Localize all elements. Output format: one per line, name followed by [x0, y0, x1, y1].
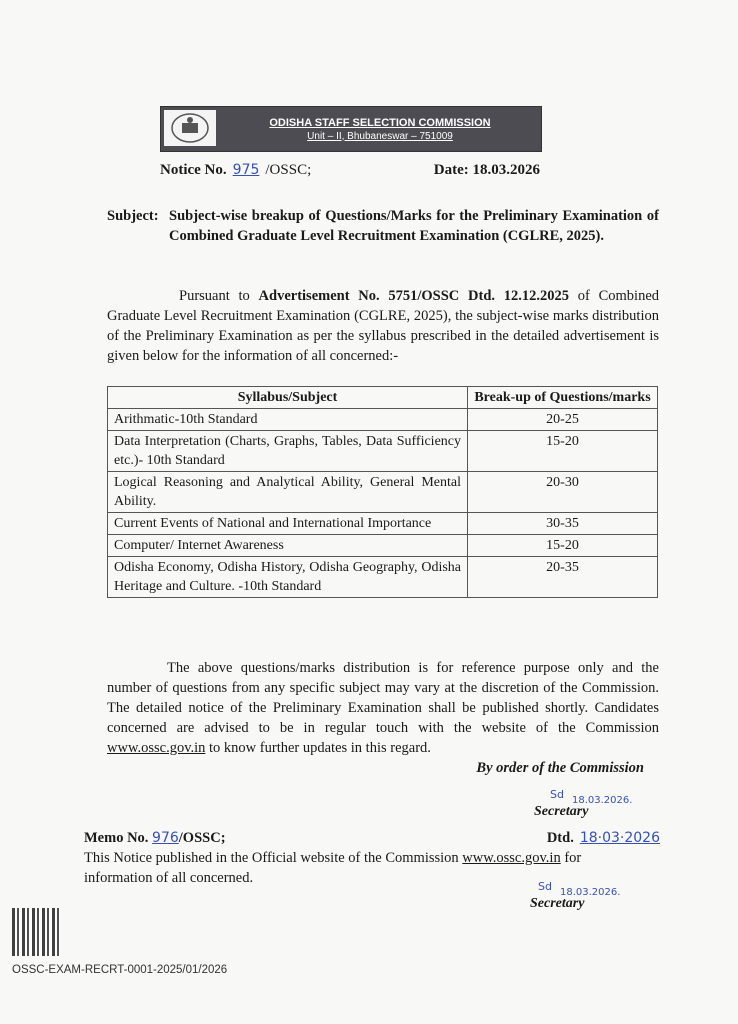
memo-website-link[interactable]: www.ossc.gov.in	[462, 850, 561, 866]
signature-date: 18.03.2026.	[572, 795, 633, 806]
table-row	[108, 557, 658, 598]
table-row	[108, 513, 658, 535]
notice-suffix: /OSSC;	[265, 162, 312, 178]
subject-block	[107, 206, 659, 246]
intro-suffix: of Combined Graduate Level Recruitment Examination (CGLRE, 2025), the subject-wise marks distribution of the Preliminary Examination as per the syllabus prescribed in the detailed advertisement is given below for the information of all concerned:-	[107, 288, 660, 364]
subject-cell: Odisha Economy, Odisha History, Odisha Geography, Odisha Heritage and Culture. -10th Standard	[108, 557, 468, 598]
closing-text: The above questions/marks distribution is for reference purpose only and the number of questions from any specific subject may vary at the discretion of the Commission. The detailed notice of the Preliminary Examination shall be published shortly. Candidates concerned are advised to be in regular touch with the website of the Commission	[107, 660, 659, 736]
marks-cell: 20-35	[468, 557, 658, 598]
reference-number: OSSC-EXAM-RECRT-0001-2025/01/2026	[12, 964, 228, 976]
signature-date: 18.03.2026.	[560, 887, 621, 898]
column-header-marks: Break-up of Questions/marks	[468, 387, 658, 409]
org-address: Unit – II, Bhubaneswar – 751009	[307, 130, 453, 142]
marks-cell: 30-35	[468, 513, 658, 535]
intro-paragraph	[107, 286, 659, 366]
subject-cell: Data Interpretation (Charts, Graphs, Tables, Data Sufficiency etc.)- 10th Standard	[108, 431, 468, 472]
memo-text-end: for information of all concerned.	[84, 850, 582, 886]
marks-cell: 20-30	[468, 472, 658, 513]
closing-paragraph	[107, 658, 659, 758]
table-row	[108, 472, 658, 513]
signature-initials: Sd	[538, 880, 552, 893]
notice-label: Notice No.	[160, 162, 227, 178]
advertisement-ref: Advertisement No. 5751/OSSC Dtd. 12.12.2025	[258, 288, 570, 304]
intro-prefix: Pursuant to	[179, 288, 259, 304]
notice-number: 975	[232, 162, 260, 178]
subject-cell: Logical Reasoning and Analytical Ability, General Mental Ability.	[108, 472, 468, 513]
signature-title: Secretary	[534, 804, 589, 819]
subject-cell: Current Events of National and International Importance	[108, 513, 468, 535]
subject-cell: Arithmatic-10th Standard	[108, 409, 468, 431]
memo-label: Memo No.	[84, 830, 149, 846]
memo-dtd-label: Dtd.	[546, 830, 574, 846]
closing-text-end: to know further updates in this regard.	[205, 740, 431, 756]
memo-line	[84, 830, 660, 847]
state-emblem-icon	[164, 110, 216, 146]
table-header-row	[108, 387, 658, 409]
by-order: By order of the Commission	[476, 760, 644, 776]
marks-cell: 15-20	[468, 535, 658, 557]
signature-block-2	[530, 880, 650, 912]
column-header-subject: Syllabus/Subject	[108, 387, 468, 409]
memo-date: 18·03·2026	[579, 830, 660, 846]
marks-table	[107, 386, 658, 598]
memo-suffix: /OSSC;	[178, 830, 226, 846]
subject-text: Subject-wise breakup of Questions/Marks for the Preliminary Examination of Combined Graduate Level Recruitment Examination (CGLRE, 2025).	[169, 208, 659, 244]
marks-cell: 15-20	[468, 431, 658, 472]
table-row	[108, 535, 658, 557]
signature-initials: Sd	[550, 788, 564, 801]
memo-number: 976	[152, 830, 179, 846]
org-name: ODISHA STAFF SELECTION COMMISSION	[269, 116, 491, 129]
table-row	[108, 409, 658, 431]
signature-block-1	[530, 788, 650, 820]
notice-line	[160, 162, 540, 179]
notice-date: Date: 18.03.2026	[433, 162, 540, 178]
subject-cell: Computer/ Internet Awareness	[108, 535, 468, 557]
marks-cell: 20-25	[468, 409, 658, 431]
qr-code-icon	[12, 908, 60, 956]
memo-text-start: This Notice published in the Official website of the Commission	[84, 850, 463, 866]
letterhead	[160, 106, 542, 152]
table-row	[108, 431, 658, 472]
subject-label: Subject:	[107, 208, 159, 224]
signature-title: Secretary	[530, 896, 585, 911]
website-link[interactable]: www.ossc.gov.in	[107, 740, 206, 756]
